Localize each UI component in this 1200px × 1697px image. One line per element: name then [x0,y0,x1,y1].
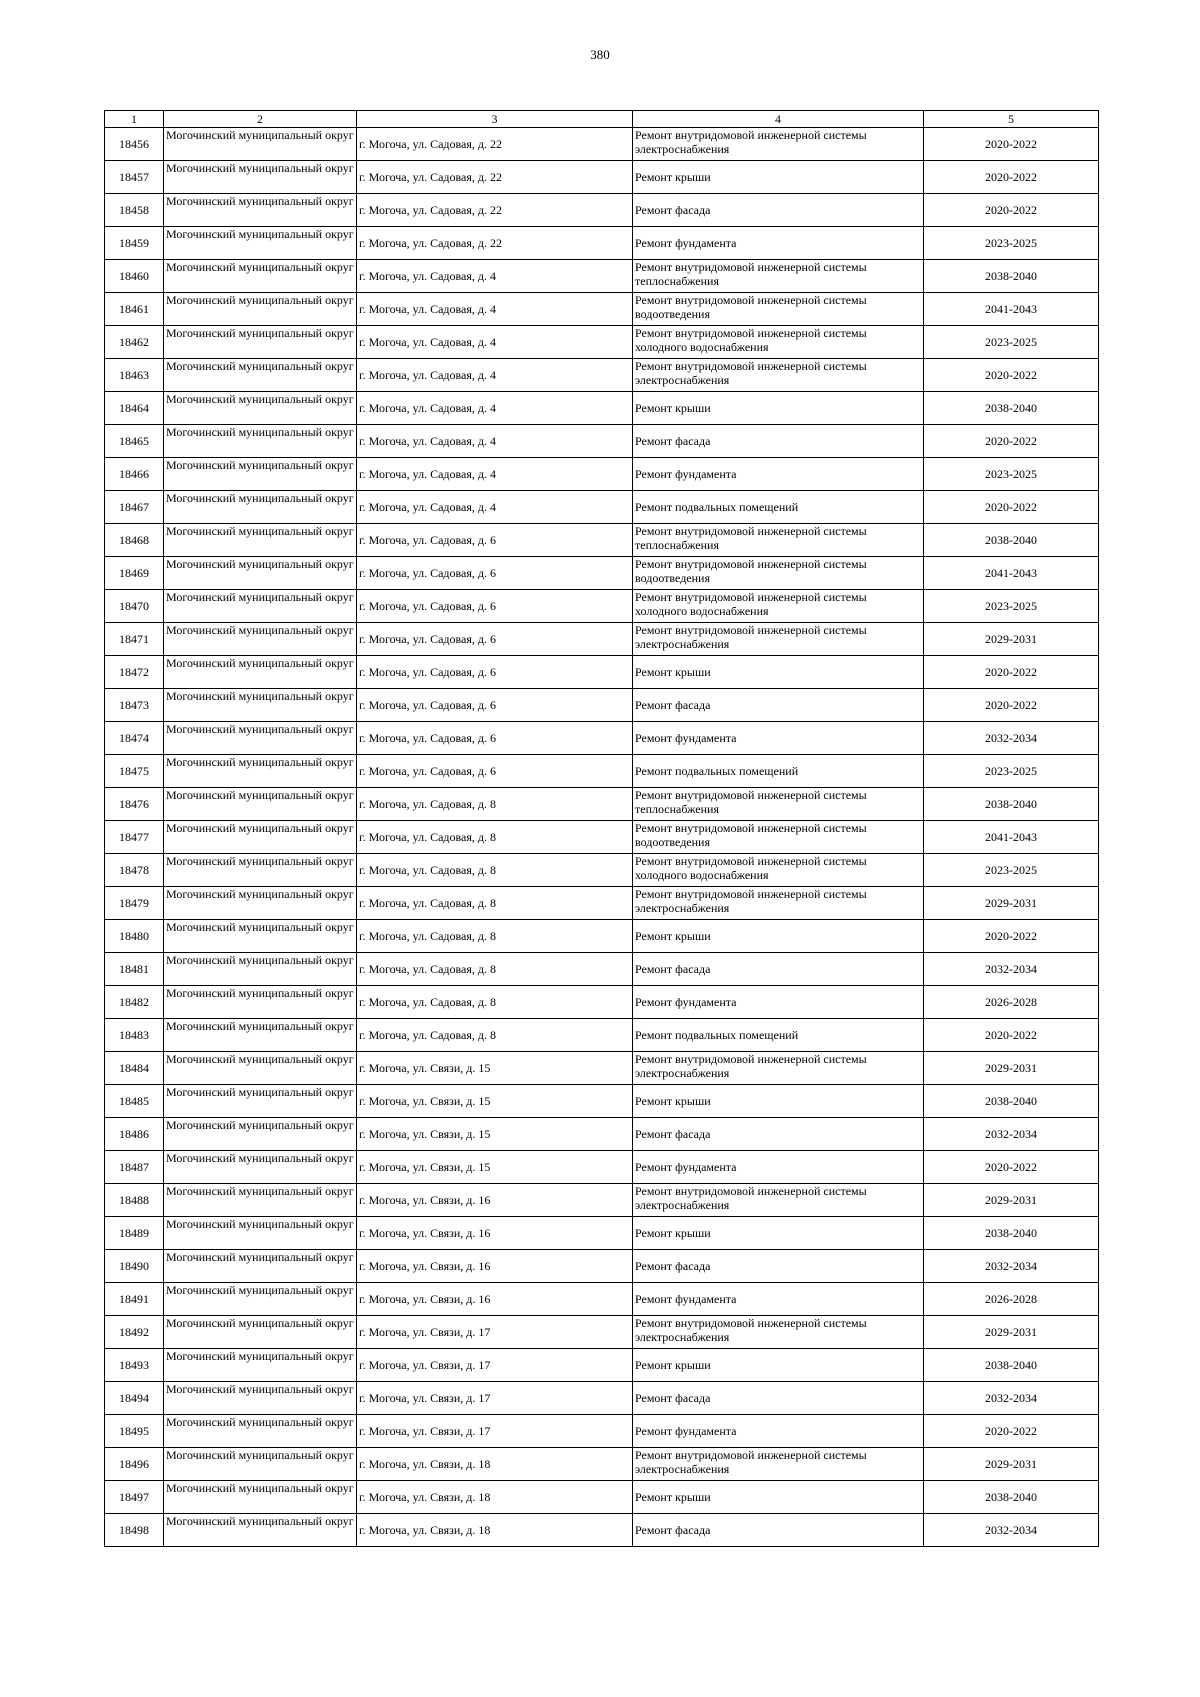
work-type-cell: Ремонт внутридомовой инженерной системы электроснабжения [633,1448,924,1481]
table-row [105,656,1099,689]
page-number: 380 [590,47,610,62]
row-number: 18465 [105,425,164,458]
row-number: 18497 [105,1481,164,1514]
header-col-1: 1 [105,111,164,128]
address-cell: г. Могоча, ул. Садовая, д. 6 [357,755,633,788]
work-type-cell: Ремонт крыши [633,161,924,194]
work-type-cell: Ремонт крыши [633,1085,924,1118]
row-number: 18483 [105,1019,164,1052]
period-cell: 2020-2022 [924,689,1099,722]
district-cell: Могочинский муниципальный округ [164,854,357,887]
address-cell: г. Могоча, ул. Садовая, д. 4 [357,458,633,491]
district-cell: Могочинский муниципальный округ [164,1415,357,1448]
row-number: 18495 [105,1415,164,1448]
address-cell: г. Могоча, ул. Связи, д. 16 [357,1283,633,1316]
period-cell: 2038-2040 [924,1217,1099,1250]
address-cell: г. Могоча, ул. Связи, д. 17 [357,1415,633,1448]
row-number: 18468 [105,524,164,557]
work-type-cell: Ремонт внутридомовой инженерной системы электроснабжения [633,1316,924,1349]
period-cell: 2020-2022 [924,1415,1099,1448]
table-row [105,1448,1099,1481]
work-type-cell: Ремонт подвальных помещений [633,491,924,524]
district-cell: Могочинский муниципальный округ [164,1448,357,1481]
address-cell: г. Могоча, ул. Садовая, д. 6 [357,623,633,656]
table-row [105,920,1099,953]
table-row [105,623,1099,656]
table-row [105,128,1099,161]
row-number: 18463 [105,359,164,392]
district-cell: Могочинский муниципальный округ [164,227,357,260]
table-row [105,359,1099,392]
address-cell: г. Могоча, ул. Садовая, д. 4 [357,392,633,425]
row-number: 18477 [105,821,164,854]
work-type-cell: Ремонт крыши [633,392,924,425]
row-number: 18496 [105,1448,164,1481]
district-cell: Могочинский муниципальный округ [164,524,357,557]
district-cell: Могочинский муниципальный округ [164,1382,357,1415]
district-cell: Могочинский муниципальный округ [164,359,357,392]
address-cell: г. Могоча, ул. Связи, д. 18 [357,1514,633,1547]
address-cell: г. Могоча, ул. Садовая, д. 4 [357,260,633,293]
address-cell: г. Могоча, ул. Связи, д. 15 [357,1052,633,1085]
work-type-cell: Ремонт фасада [633,1118,924,1151]
period-cell: 2029-2031 [924,1316,1099,1349]
work-type-cell: Ремонт крыши [633,1349,924,1382]
period-cell: 2029-2031 [924,623,1099,656]
row-number: 18466 [105,458,164,491]
table-row [105,524,1099,557]
table-row [105,590,1099,623]
work-type-cell: Ремонт внутридомовой инженерной системы водоотведения [633,293,924,326]
address-cell: г. Могоча, ул. Связи, д. 16 [357,1217,633,1250]
district-cell: Могочинский муниципальный округ [164,1349,357,1382]
address-cell: г. Могоча, ул. Связи, д. 15 [357,1118,633,1151]
table-row [105,1349,1099,1382]
period-cell: 2038-2040 [924,524,1099,557]
district-cell: Могочинский муниципальный округ [164,491,357,524]
address-cell: г. Могоча, ул. Связи, д. 17 [357,1382,633,1415]
period-cell: 2026-2028 [924,986,1099,1019]
work-type-cell: Ремонт внутридомовой инженерной системы электроснабжения [633,1052,924,1085]
header-col-3: 3 [357,111,633,128]
district-cell: Могочинский муниципальный округ [164,689,357,722]
period-cell: 2020-2022 [924,359,1099,392]
address-cell: г. Могоча, ул. Садовая, д. 8 [357,887,633,920]
district-cell: Могочинский муниципальный округ [164,1085,357,1118]
row-number: 18458 [105,194,164,227]
table-row [105,1382,1099,1415]
period-cell: 2020-2022 [924,656,1099,689]
row-number: 18485 [105,1085,164,1118]
row-number: 18474 [105,722,164,755]
table-row [105,260,1099,293]
table-row [105,887,1099,920]
period-cell: 2023-2025 [924,458,1099,491]
row-number: 18498 [105,1514,164,1547]
address-cell: г. Могоча, ул. Садовая, д. 8 [357,920,633,953]
district-cell: Могочинский муниципальный округ [164,128,357,161]
work-type-cell: Ремонт внутридомовой инженерной системы электроснабжения [633,623,924,656]
table-row [105,1481,1099,1514]
address-cell: г. Могоча, ул. Садовая, д. 8 [357,1019,633,1052]
address-cell: г. Могоча, ул. Садовая, д. 8 [357,788,633,821]
table-row [105,755,1099,788]
district-cell: Могочинский муниципальный округ [164,1283,357,1316]
repair-schedule-table [104,110,1099,1547]
row-number: 18491 [105,1283,164,1316]
district-cell: Могочинский муниципальный округ [164,260,357,293]
address-cell: г. Могоча, ул. Садовая, д. 22 [357,128,633,161]
row-number: 18464 [105,392,164,425]
table-body [105,128,1099,1547]
address-cell: г. Могоча, ул. Садовая, д. 8 [357,854,633,887]
district-cell: Могочинский муниципальный округ [164,1481,357,1514]
period-cell: 2041-2043 [924,821,1099,854]
district-cell: Могочинский муниципальный округ [164,722,357,755]
table-row [105,557,1099,590]
district-cell: Могочинский муниципальный округ [164,755,357,788]
work-type-cell: Ремонт фасада [633,1514,924,1547]
period-cell: 2032-2034 [924,1382,1099,1415]
work-type-cell: Ремонт внутридомовой инженерной системы электроснабжения [633,887,924,920]
address-cell: г. Могоча, ул. Садовая, д. 8 [357,953,633,986]
district-cell: Могочинский муниципальный округ [164,1316,357,1349]
period-cell: 2032-2034 [924,1514,1099,1547]
table-row [105,953,1099,986]
row-number: 18492 [105,1316,164,1349]
period-cell: 2029-2031 [924,887,1099,920]
table-row [105,986,1099,1019]
work-type-cell: Ремонт фундамента [633,1415,924,1448]
work-type-cell: Ремонт внутридомовой инженерной системы теплоснабжения [633,524,924,557]
period-cell: 2020-2022 [924,491,1099,524]
district-cell: Могочинский муниципальный округ [164,1184,357,1217]
address-cell: г. Могоча, ул. Садовая, д. 4 [357,491,633,524]
header-col-5: 5 [924,111,1099,128]
period-cell: 2038-2040 [924,1349,1099,1382]
work-type-cell: Ремонт крыши [633,1481,924,1514]
table-row [105,161,1099,194]
address-cell: г. Могоча, ул. Садовая, д. 4 [357,359,633,392]
row-number: 18457 [105,161,164,194]
address-cell: г. Могоча, ул. Садовая, д. 4 [357,293,633,326]
period-cell: 2020-2022 [924,1019,1099,1052]
work-type-cell: Ремонт фасада [633,953,924,986]
work-type-cell: Ремонт фундамента [633,722,924,755]
address-cell: г. Могоча, ул. Садовая, д. 6 [357,689,633,722]
row-number: 18478 [105,854,164,887]
table-row [105,458,1099,491]
table-row [105,194,1099,227]
address-cell: г. Могоча, ул. Садовая, д. 6 [357,590,633,623]
address-cell: г. Могоча, ул. Садовая, д. 4 [357,326,633,359]
work-type-cell: Ремонт фасада [633,425,924,458]
row-number: 18460 [105,260,164,293]
period-cell: 2026-2028 [924,1283,1099,1316]
table-row [105,227,1099,260]
work-type-cell: Ремонт крыши [633,656,924,689]
work-type-cell: Ремонт внутридомовой инженерной системы электроснабжения [633,128,924,161]
address-cell: г. Могоча, ул. Садовая, д. 6 [357,524,633,557]
row-number: 18475 [105,755,164,788]
work-type-cell: Ремонт внутридомовой инженерной системы теплоснабжения [633,260,924,293]
period-cell: 2023-2025 [924,326,1099,359]
table-row [105,1184,1099,1217]
table-row [105,821,1099,854]
address-cell: г. Могоча, ул. Садовая, д. 22 [357,161,633,194]
address-cell: г. Могоча, ул. Связи, д. 16 [357,1184,633,1217]
row-number: 18489 [105,1217,164,1250]
district-cell: Могочинский муниципальный округ [164,1250,357,1283]
district-cell: Могочинский муниципальный округ [164,590,357,623]
work-type-cell: Ремонт фундамента [633,1151,924,1184]
period-cell: 2020-2022 [924,161,1099,194]
table-row [105,1019,1099,1052]
row-number: 18479 [105,887,164,920]
period-cell: 2032-2034 [924,722,1099,755]
work-type-cell: Ремонт фундамента [633,1283,924,1316]
district-cell: Могочинский муниципальный округ [164,194,357,227]
period-cell: 2023-2025 [924,854,1099,887]
address-cell: г. Могоча, ул. Садовая, д. 6 [357,656,633,689]
district-cell: Могочинский муниципальный округ [164,1052,357,1085]
work-type-cell: Ремонт фасада [633,194,924,227]
table-row [105,1283,1099,1316]
row-number: 18490 [105,1250,164,1283]
work-type-cell: Ремонт фасада [633,1250,924,1283]
district-cell: Могочинский муниципальный округ [164,1118,357,1151]
table-row [105,1514,1099,1547]
address-cell: г. Могоча, ул. Садовая, д. 6 [357,722,633,755]
address-cell: г. Могоча, ул. Связи, д. 15 [357,1151,633,1184]
period-cell: 2029-2031 [924,1052,1099,1085]
period-cell: 2038-2040 [924,1481,1099,1514]
row-number: 18494 [105,1382,164,1415]
address-cell: г. Могоча, ул. Садовая, д. 8 [357,821,633,854]
work-type-cell: Ремонт фасада [633,689,924,722]
district-cell: Могочинский муниципальный округ [164,623,357,656]
work-type-cell: Ремонт внутридомовой инженерной системы холодного водоснабжения [633,854,924,887]
address-cell: г. Могоча, ул. Садовая, д. 4 [357,425,633,458]
period-cell: 2023-2025 [924,755,1099,788]
row-number: 18486 [105,1118,164,1151]
table-row [105,1415,1099,1448]
row-number: 18472 [105,656,164,689]
table-row [105,1151,1099,1184]
district-cell: Могочинский муниципальный округ [164,1217,357,1250]
table-row [105,1250,1099,1283]
table-row [105,293,1099,326]
district-cell: Могочинский муниципальный округ [164,1151,357,1184]
row-number: 18471 [105,623,164,656]
row-number: 18481 [105,953,164,986]
header-col-4: 4 [633,111,924,128]
period-cell: 2020-2022 [924,128,1099,161]
district-cell: Могочинский муниципальный округ [164,293,357,326]
address-cell: г. Могоча, ул. Садовая, д. 22 [357,227,633,260]
table-row [105,689,1099,722]
work-type-cell: Ремонт фундамента [633,458,924,491]
work-type-cell: Ремонт фундамента [633,227,924,260]
work-type-cell: Ремонт внутридомовой инженерной системы холодного водоснабжения [633,590,924,623]
district-cell: Могочинский муниципальный округ [164,161,357,194]
table-row [105,722,1099,755]
table-row [105,1118,1099,1151]
period-cell: 2020-2022 [924,194,1099,227]
period-cell: 2038-2040 [924,260,1099,293]
row-number: 18476 [105,788,164,821]
district-cell: Могочинский муниципальный округ [164,821,357,854]
table-row [105,1217,1099,1250]
row-number: 18456 [105,128,164,161]
period-cell: 2020-2022 [924,425,1099,458]
period-cell: 2032-2034 [924,1250,1099,1283]
address-cell: г. Могоча, ул. Связи, д. 18 [357,1448,633,1481]
district-cell: Могочинский муниципальный округ [164,1019,357,1052]
district-cell: Могочинский муниципальный округ [164,326,357,359]
district-cell: Могочинский муниципальный округ [164,953,357,986]
period-cell: 2020-2022 [924,920,1099,953]
period-cell: 2032-2034 [924,1118,1099,1151]
table-row [105,1052,1099,1085]
work-type-cell: Ремонт крыши [633,920,924,953]
work-type-cell: Ремонт подвальных помещений [633,1019,924,1052]
district-cell: Могочинский муниципальный округ [164,920,357,953]
period-cell: 2023-2025 [924,590,1099,623]
district-cell: Могочинский муниципальный округ [164,986,357,1019]
period-cell: 2038-2040 [924,788,1099,821]
table-row [105,788,1099,821]
row-number: 18487 [105,1151,164,1184]
table-row [105,1316,1099,1349]
row-number: 18482 [105,986,164,1019]
period-cell: 2038-2040 [924,1085,1099,1118]
row-number: 18488 [105,1184,164,1217]
work-type-cell: Ремонт внутридомовой инженерной системы электроснабжения [633,359,924,392]
row-number: 18473 [105,689,164,722]
work-type-cell: Ремонт фасада [633,1382,924,1415]
period-cell: 2041-2043 [924,557,1099,590]
address-cell: г. Могоча, ул. Связи, д. 15 [357,1085,633,1118]
address-cell: г. Могоча, ул. Садовая, д. 8 [357,986,633,1019]
period-cell: 2032-2034 [924,953,1099,986]
table-header-row [105,111,1099,128]
table-row [105,326,1099,359]
row-number: 18467 [105,491,164,524]
table-row [105,491,1099,524]
address-cell: г. Могоча, ул. Связи, д. 18 [357,1481,633,1514]
row-number: 18484 [105,1052,164,1085]
period-cell: 2023-2025 [924,227,1099,260]
district-cell: Могочинский муниципальный округ [164,656,357,689]
row-number: 18462 [105,326,164,359]
period-cell: 2038-2040 [924,392,1099,425]
district-cell: Могочинский муниципальный округ [164,425,357,458]
work-type-cell: Ремонт внутридомовой инженерной системы холодного водоснабжения [633,326,924,359]
header-col-2: 2 [164,111,357,128]
address-cell: г. Могоча, ул. Садовая, д. 6 [357,557,633,590]
work-type-cell: Ремонт подвальных помещений [633,755,924,788]
period-cell: 2029-2031 [924,1184,1099,1217]
work-type-cell: Ремонт внутридомовой инженерной системы электроснабжения [633,1184,924,1217]
row-number: 18470 [105,590,164,623]
row-number: 18461 [105,293,164,326]
work-type-cell: Ремонт крыши [633,1217,924,1250]
work-type-cell: Ремонт фундамента [633,986,924,1019]
work-type-cell: Ремонт внутридомовой инженерной системы водоотведения [633,557,924,590]
period-cell: 2041-2043 [924,293,1099,326]
district-cell: Могочинский муниципальный округ [164,557,357,590]
district-cell: Могочинский муниципальный округ [164,392,357,425]
row-number: 18480 [105,920,164,953]
work-type-cell: Ремонт внутридомовой инженерной системы теплоснабжения [633,788,924,821]
district-cell: Могочинский муниципальный округ [164,788,357,821]
district-cell: Могочинский муниципальный округ [164,458,357,491]
table-row [105,425,1099,458]
row-number: 18493 [105,1349,164,1382]
address-cell: г. Могоча, ул. Связи, д. 17 [357,1316,633,1349]
district-cell: Могочинский муниципальный округ [164,1514,357,1547]
table-row [105,392,1099,425]
row-number: 18459 [105,227,164,260]
address-cell: г. Могоча, ул. Связи, д. 16 [357,1250,633,1283]
work-type-cell: Ремонт внутридомовой инженерной системы водоотведения [633,821,924,854]
row-number: 18469 [105,557,164,590]
table-row [105,854,1099,887]
address-cell: г. Могоча, ул. Садовая, д. 22 [357,194,633,227]
district-cell: Могочинский муниципальный округ [164,887,357,920]
address-cell: г. Могоча, ул. Связи, д. 17 [357,1349,633,1382]
period-cell: 2020-2022 [924,1151,1099,1184]
period-cell: 2029-2031 [924,1448,1099,1481]
table-row [105,1085,1099,1118]
